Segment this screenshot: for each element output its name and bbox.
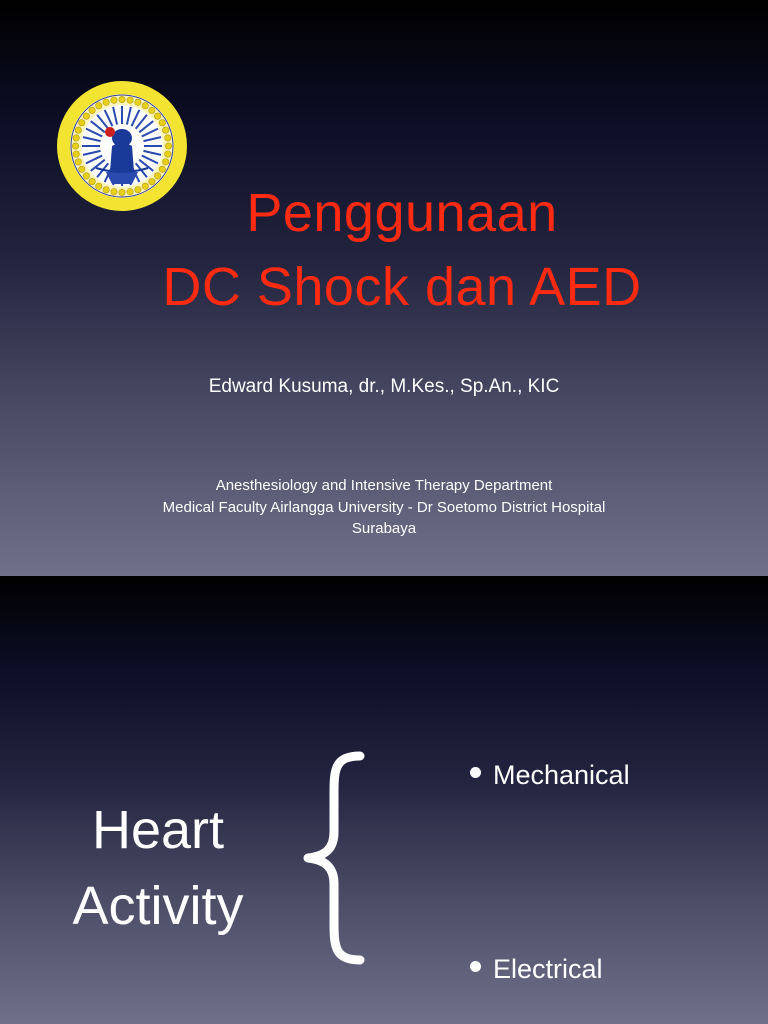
bullet-mechanical bbox=[470, 760, 630, 791]
affiliation-institution: Medical Faculty Airlangga University - Dr Soetomo District Hospital bbox=[162, 499, 606, 516]
bullet-dot-icon bbox=[470, 961, 481, 972]
title-line-1: Penggunaan bbox=[246, 183, 558, 243]
author-name: Edward Kusuma, dr., M.Kes., Sp.An., KIC bbox=[208, 376, 560, 397]
bullet-label: Electrical bbox=[493, 954, 603, 984]
affiliation-city: Surabaya bbox=[351, 520, 417, 537]
bullet-electrical bbox=[470, 954, 603, 985]
heading-line-2: Activity bbox=[72, 876, 244, 936]
affiliation-department: Anesthesiology and Intensive Therapy Department bbox=[215, 477, 553, 494]
bullet-dot-icon bbox=[470, 767, 481, 778]
title-line-2: DC Shock dan AED bbox=[162, 257, 642, 317]
curly-brace-icon bbox=[298, 748, 370, 968]
heading-line-1: Heart bbox=[91, 800, 225, 860]
bullet-label: Mechanical bbox=[493, 760, 630, 790]
slide-heart-activity bbox=[0, 576, 768, 1024]
